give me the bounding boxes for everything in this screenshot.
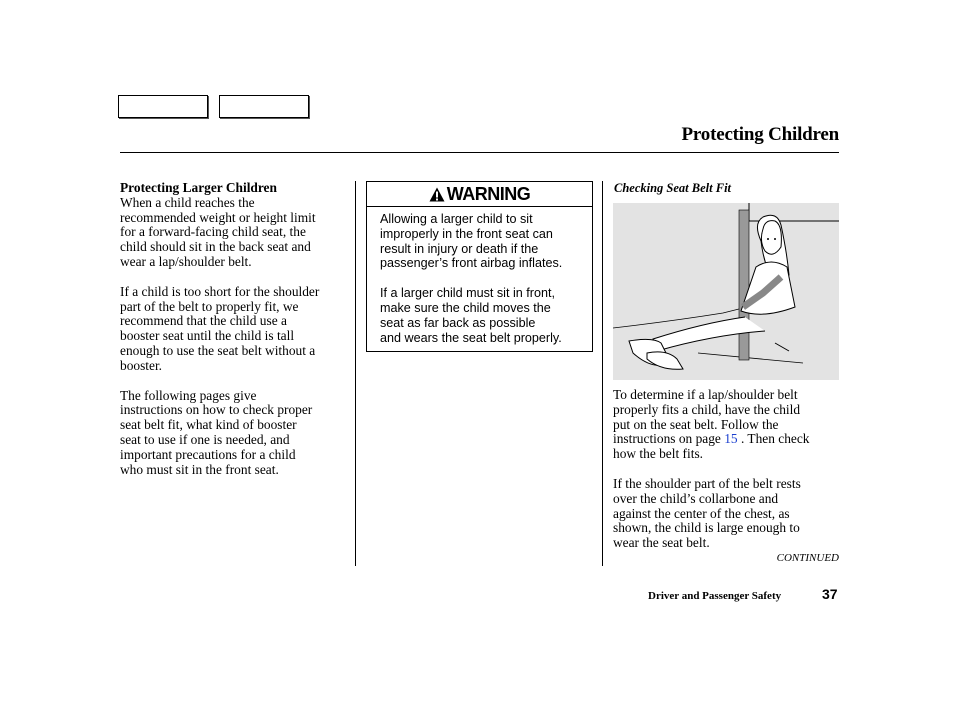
- page-title: Protecting Children: [681, 124, 839, 145]
- column-divider: [355, 181, 356, 566]
- body-text: . Then check how the belt fits.: [613, 431, 810, 462]
- page-number: 37: [822, 586, 838, 602]
- body-paragraph: If the shoulder part of the belt rests over the child’s collarbone and against the center of the chest, as shown, the child is large enough to wear the seat belt.: [613, 475, 801, 551]
- body-paragraph: When a child reaches the recommended weight or height limit for a forward-facing child seat, the child should sit in the back seat and wear a lap/shoulder belt.: [120, 194, 316, 269]
- figure-caption: Checking Seat Belt Fit: [614, 181, 732, 195]
- warning-box: [366, 181, 593, 352]
- nav-button-main-menu[interactable]: [118, 95, 208, 118]
- child-seated-illustration: [613, 203, 839, 380]
- warning-header: [367, 182, 592, 207]
- continued-label: CONTINUED: [776, 552, 839, 564]
- warning-paragraph: Allowing a larger child to sit improperly in the front seat can result in injury or death if the passenger’s front airbag inflates.: [380, 212, 563, 271]
- body-paragraph: If a child is too short for the shoulder part of the belt to properly fit, we recommend that the child use a booster seat until the child is tall enough to use the seat belt without a booster.: [120, 283, 320, 373]
- body-paragraph: [613, 388, 841, 462]
- warning-label: WARNING: [446, 183, 531, 204]
- nav-button-table-of-contents[interactable]: [219, 95, 309, 118]
- column-divider: [602, 181, 603, 566]
- section-heading: Protecting Larger Children: [120, 180, 277, 195]
- warning-paragraph: If a larger child must sit in front, make sure the child moves the seat as far back as possible and wears the seat belt properly.: [380, 286, 562, 345]
- left-column: [120, 181, 350, 477]
- warning-body: [367, 207, 592, 345]
- footer-section-title: Driver and Passenger Safety: [648, 590, 782, 602]
- header-divider: [120, 152, 839, 153]
- page-reference-link[interactable]: 15: [724, 431, 738, 447]
- body-paragraph: The following pages give instructions on how to check proper seat belt fit, what kind of booster seat to use if one is needed, and important precautions for a child who must sit in the front seat.: [120, 387, 313, 477]
- warning-triangle-icon: [429, 187, 445, 202]
- body-text: To determine if a lap/shoulder belt properly fits a child, have the child put on the seat belt. Follow the instructions on page: [613, 387, 801, 447]
- seat-belt-fit-illustration: [613, 203, 839, 380]
- right-column: [613, 388, 841, 551]
